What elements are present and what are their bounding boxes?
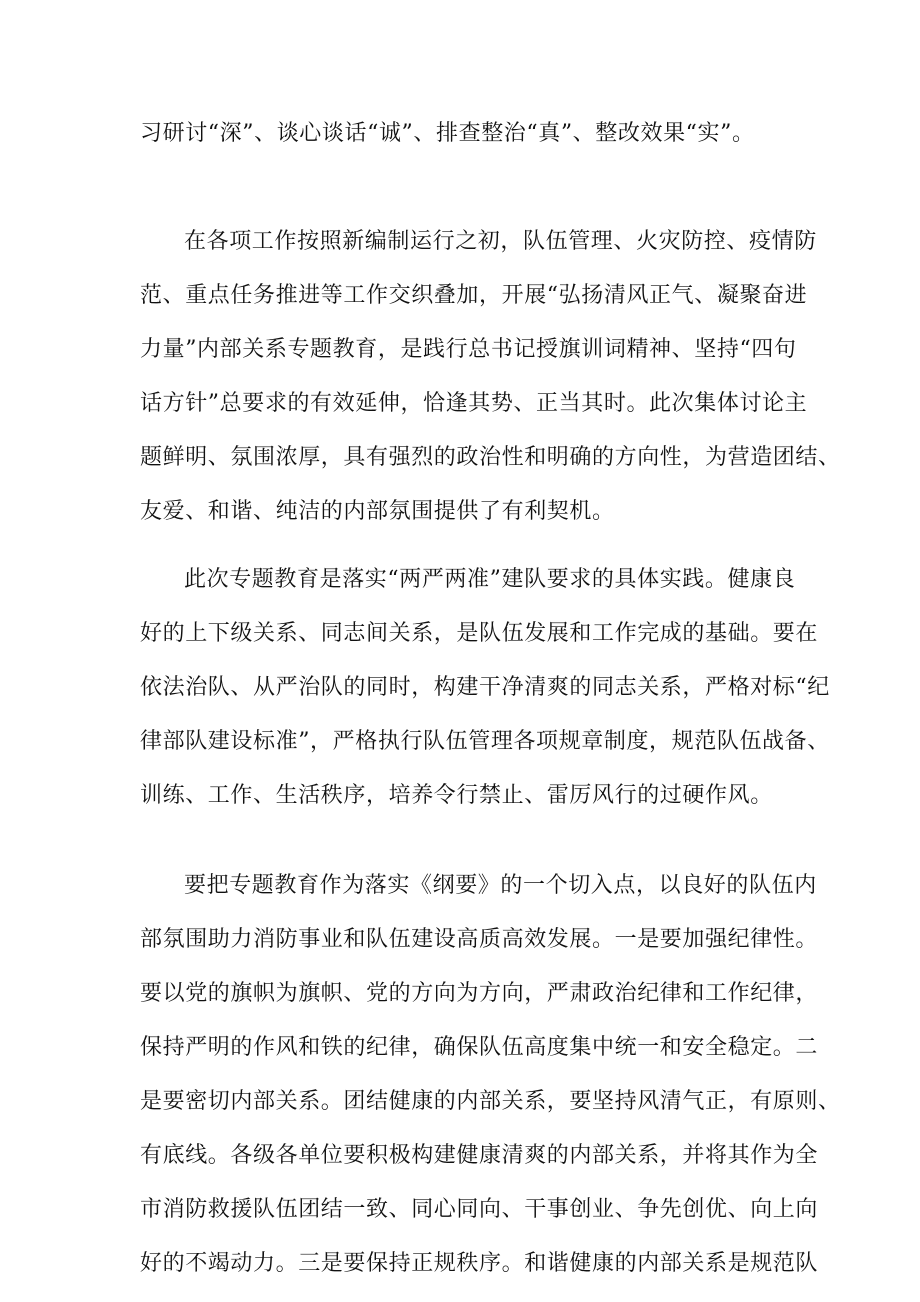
text-line: 是要密切内部关系。团结健康的内部关系，要坚持风清气正，有原则、 (140, 1089, 841, 1114)
text-line: 保持严明的作风和铁的纪律，确保队伍高度集中统一和安全稳定。二 (140, 1035, 819, 1060)
text-line: 友爱、和谐、纯洁的内部氛围提供了有利契机。 (140, 499, 615, 524)
text-line: 要把专题教育作为落实《纲要》的一个切入点，以良好的队伍内 (184, 873, 817, 898)
text-line: 依法治队、从严治队的同时，构建干净清爽的同志关系，严格对标“纪 (140, 675, 830, 700)
text-line: 此次专题教育是落实“两严两准”建队要求的具体实践。健康良 (184, 567, 796, 592)
text-line: 话方针”总要求的有效延伸，恰逢其势、正当其时。此次集体讨论主 (140, 391, 808, 416)
text-line: 有底线。各级各单位要积极构建健康清爽的内部关系，并将其作为全 (140, 1143, 819, 1168)
text-line: 训练、工作、生活秩序，培养令行禁止、雷厉风行的过硬作风。 (140, 783, 773, 808)
text-line: 律部队建设标准”，严格执行队伍管理各项规章制度，规范队伍战备、 (140, 729, 830, 754)
text-line: 部氛围助力消防事业和队伍建设高质高效发展。一是要加强纪律性。 (140, 927, 819, 952)
text-line: 习研讨“深”、谈心谈话“诚”、排查整治“真”、整改效果“实”。 (140, 121, 755, 146)
text-line: 在各项工作按照新编制运行之初，队伍管理、火灾防控、疫情防 (184, 229, 817, 254)
text-line: 好的不竭动力。三是要保持正规秩序。和谐健康的内部关系是规范队 (140, 1251, 819, 1276)
text-line: 范、重点任务推进等工作交织叠加，开展“弘扬清风正气、凝聚奋进 (140, 283, 808, 308)
text-line: 力量”内部关系专题教育，是践行总书记授旗训词精神、坚持“四句 (140, 337, 797, 362)
text-line: 要以党的旗帜为旗帜、党的方向为方向，严肃政治纪律和工作纪律， (140, 981, 819, 1006)
text-line: 好的上下级关系、同志间关系，是队伍发展和工作完成的基础。要在 (140, 621, 819, 646)
text-line: 市消防救援队伍团结一致、同心同向、干事创业、争先创优、向上向 (140, 1197, 819, 1222)
text-line: 题鲜明、氛围浓厚，具有强烈的政治性和明确的方向性，为营造团结、 (140, 445, 841, 470)
